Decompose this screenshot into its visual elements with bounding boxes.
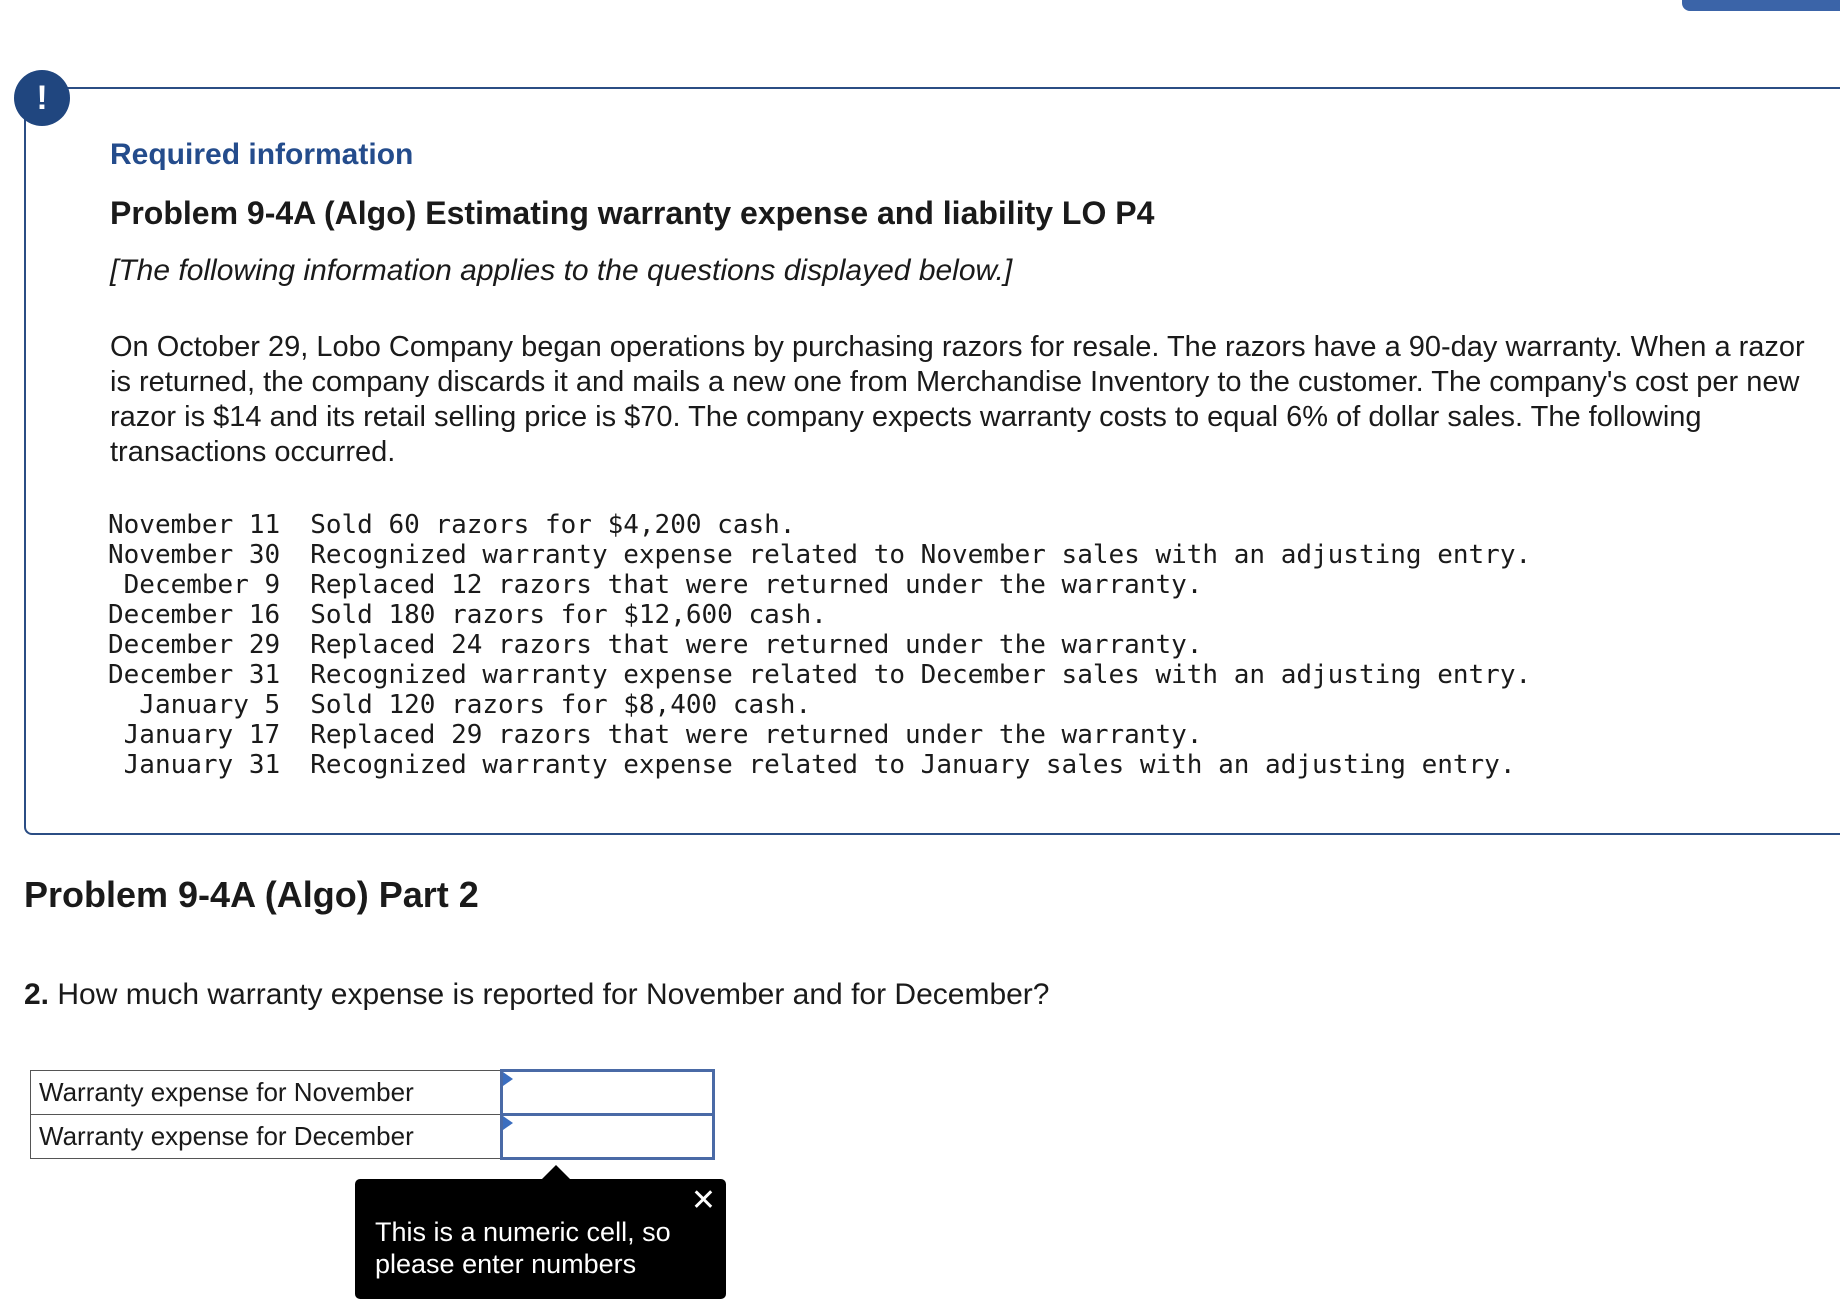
warranty-december-input[interactable] xyxy=(503,1116,712,1157)
question-number: 2. xyxy=(24,978,50,1011)
transaction-row xyxy=(108,660,1531,690)
transaction-text: Sold 180 razors for $12,600 cash. xyxy=(310,600,827,630)
transaction-row xyxy=(108,570,1531,600)
transaction-date: December 29 xyxy=(108,630,281,660)
transaction-row xyxy=(108,630,1531,660)
transaction-date: December 16 xyxy=(108,600,281,630)
warranty-november-input[interactable] xyxy=(503,1072,712,1113)
transaction-date: January 5 xyxy=(139,690,281,720)
transaction-date: January 17 xyxy=(123,720,281,750)
transaction-date: December 9 xyxy=(123,570,281,600)
transaction-text: Replaced 24 razors that were returned under the warranty. xyxy=(310,630,1203,660)
transaction-text: Replaced 12 razors that were returned under the warranty. xyxy=(310,570,1203,600)
question-text: How much warranty expense is reported for November and for December? xyxy=(57,978,1050,1011)
transactions-table xyxy=(108,510,1531,780)
required-info-title: Required information xyxy=(110,138,414,171)
answer-label-november: Warranty expense for November xyxy=(31,1071,502,1115)
transaction-row xyxy=(108,750,1531,780)
intro-paragraph: On October 29, Lobo Company began operations by purchasing razors for resale. The razors have a 90-day warranty. When a razor is returned, the company discards it and mails a new one from Merchandise Inventory to the customer. The company's cost per new razor is $14 and its retail selling price is $70. The company expects warranty costs to equal 6% of dollar sales. The following transactions occurred. xyxy=(110,331,1805,468)
answer-table xyxy=(30,1069,715,1160)
transaction-row xyxy=(108,720,1531,750)
answer-row-november xyxy=(31,1071,714,1115)
numeric-cell-tooltip xyxy=(355,1179,726,1299)
transaction-row xyxy=(108,510,1531,540)
transaction-text: Sold 120 razors for $8,400 cash. xyxy=(310,690,812,720)
answer-label-december: Warranty expense for December xyxy=(31,1115,502,1159)
question xyxy=(24,978,1049,1012)
alert-icon: ! xyxy=(14,70,70,126)
transaction-text: Recognized warranty expense related to November sales with an adjusting entry. xyxy=(310,540,1532,570)
answer-row-december xyxy=(31,1115,714,1159)
answer-cell-december[interactable] xyxy=(502,1115,714,1159)
transaction-row xyxy=(108,540,1531,570)
transaction-date: November 30 xyxy=(108,540,281,570)
transaction-text: Recognized warranty expense related to December sales with an adjusting entry. xyxy=(310,660,1532,690)
transaction-date: January 31 xyxy=(123,750,281,780)
transaction-row xyxy=(108,600,1531,630)
transaction-text: Sold 60 razors for $4,200 cash. xyxy=(310,510,796,540)
transaction-text: Replaced 29 razors that were returned under the warranty. xyxy=(310,720,1203,750)
transaction-date: December 31 xyxy=(108,660,281,690)
transaction-row xyxy=(108,690,1531,720)
tooltip-text: This is a numeric cell, so please enter numbers xyxy=(375,1217,671,1279)
answer-cell-november[interactable] xyxy=(502,1071,714,1115)
transaction-date: November 11 xyxy=(108,510,281,540)
applies-note: [The following information applies to the questions displayed below.] xyxy=(110,254,1013,287)
problem-title: Problem 9-4A (Algo) Estimating warranty expense and liability LO P4 xyxy=(110,195,1155,231)
part-title: Problem 9-4A (Algo) Part 2 xyxy=(24,874,479,915)
close-icon[interactable]: ✕ xyxy=(690,1184,716,1217)
transaction-text: Recognized warranty expense related to January sales with an adjusting entry. xyxy=(310,750,1516,780)
top-tab-bar[interactable] xyxy=(1682,0,1840,11)
tooltip-arrow xyxy=(541,1165,571,1180)
